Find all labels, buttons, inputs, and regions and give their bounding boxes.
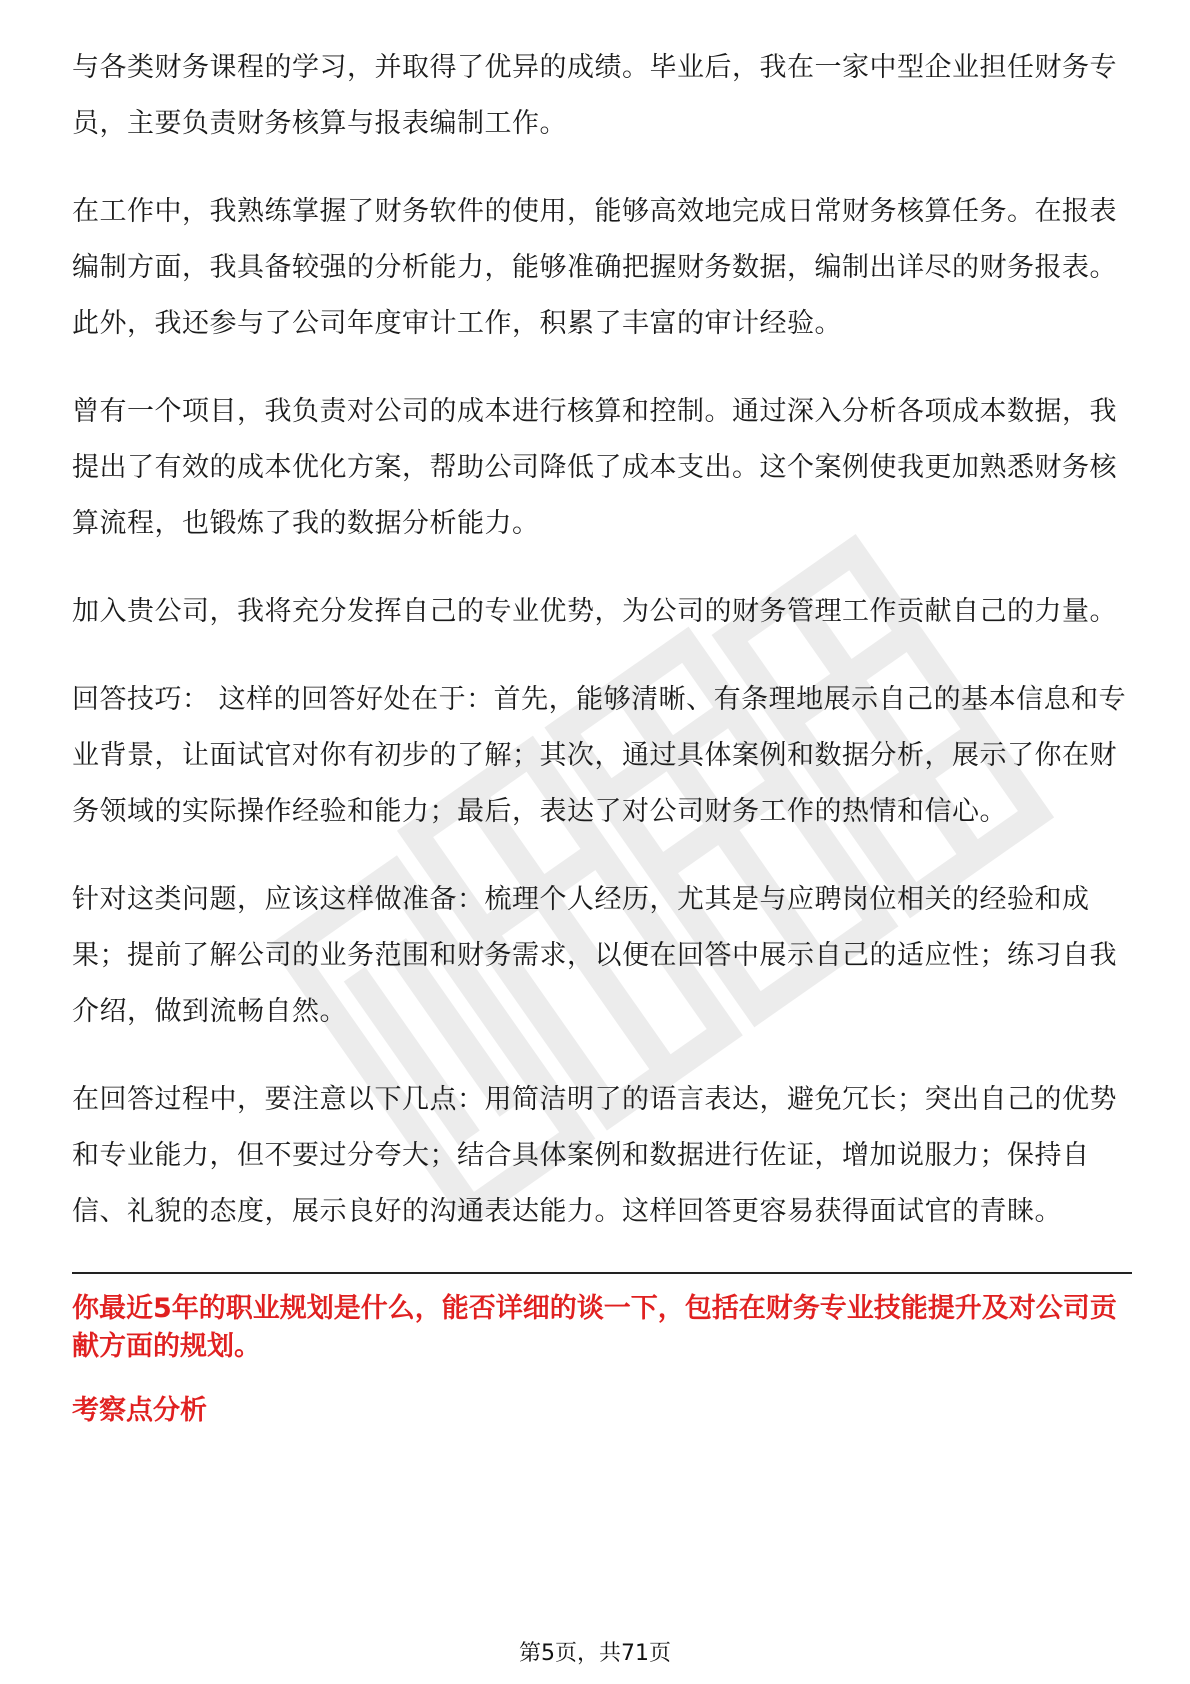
document-page: [72, 40, 1132, 1430]
paragraph-education: 与各类财务课程的学习，并取得了优异的成绩。毕业后，我在一家中型企业担任财务专员，主要负责财务核算与报表编制工作。: [72, 52, 1117, 139]
page-number-footer: 第5页，共71页: [519, 1641, 671, 1666]
paragraph-join-company: 加入贵公司，我将充分发挥自己的专业优势，为公司的财务管理工作贡献自己的力量。: [72, 596, 1117, 627]
paragraph-project-case: 曾有一个项目，我负责对公司的成本进行核算和控制。通过深入分析各项成本数据，我提出了有效的成本优化方案，帮助公司降低了成本支出。这个案例使我更加熟悉财务核算流程，也锻炼了我的数据分析能力。: [72, 396, 1117, 539]
paragraph-answer-tips: 回答技巧： 这样的回答好处在于：首先，能够清晰、有条理地展示自己的基本信息和专业背景，让面试官对你有初步的了解；其次，通过具体案例和数据分析，展示了你在财务领域的实际操作经验和能力；最后，表达了对公司财务工作的热情和信心。: [72, 684, 1127, 827]
paragraph-preparation: 针对这类问题，应该这样做准备：梳理个人经历，尤其是与应聘岗位相关的经验和成果；提前了解公司的业务范围和财务需求，以便在回答中展示自己的适应性；练习自我介绍，做到流畅自然。: [72, 884, 1117, 1027]
section-heading: 考察点分析: [72, 1395, 207, 1426]
interview-question: 你最近5年的职业规划是什么，能否详细的谈一下，包括在财务专业技能提升及对公司贡献方面的规划。: [72, 1293, 1117, 1362]
section-divider: [72, 1272, 1132, 1274]
paragraph-work-skills: 在工作中，我熟练掌握了财务软件的使用，能够高效地完成日常财务核算任务。在报表编制方面，我具备较强的分析能力，能够准确把握财务数据，编制出详尽的财务报表。此外，我还参与了公司年度审计工作，积累了丰富的审计经验。: [72, 196, 1117, 339]
paragraph-answer-notes: 在回答过程中，要注意以下几点：用简洁明了的语言表达，避免冗长；突出自己的优势和专业能力，但不要过分夸大；结合具体案例和数据进行佐证，增加说服力；保持自信、礼貌的态度，展示良好的沟通表达能力。这样回答更容易获得面试官的青睐。: [72, 1084, 1117, 1227]
